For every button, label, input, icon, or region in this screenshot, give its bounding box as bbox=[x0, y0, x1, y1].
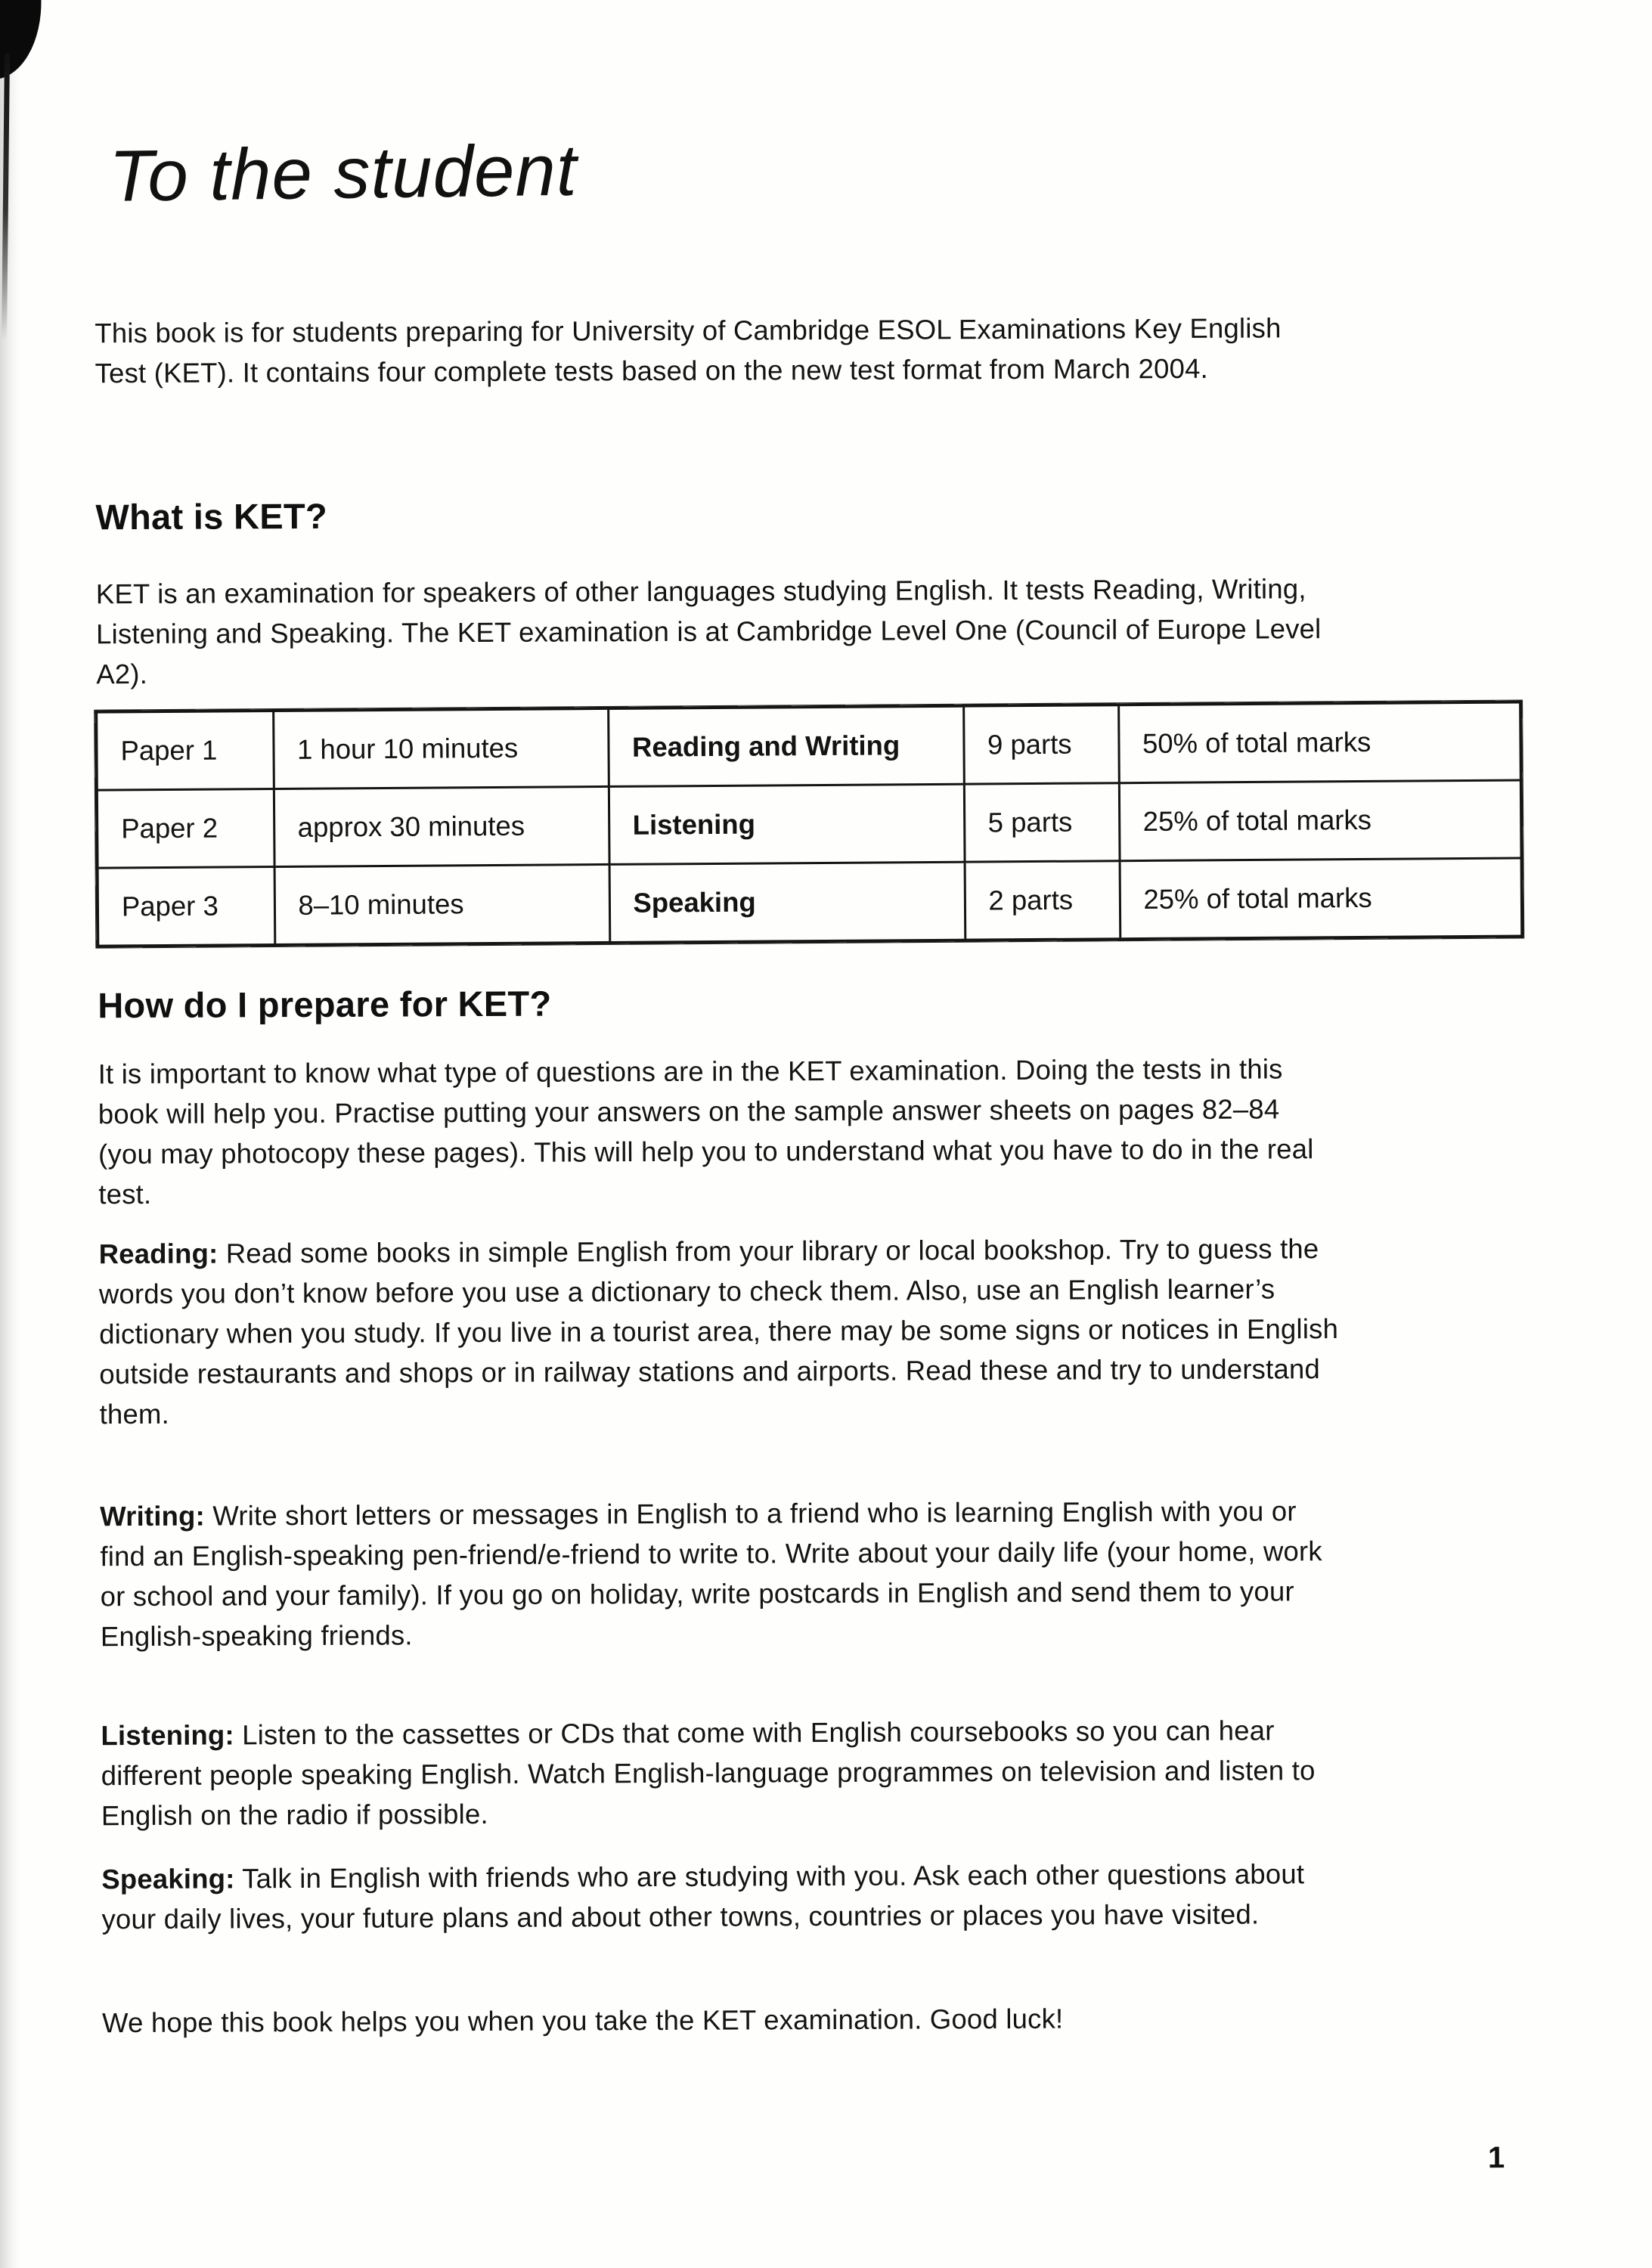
tip-label-listening: Listening: bbox=[101, 1719, 234, 1752]
tip-paragraph-reading bbox=[99, 1228, 1340, 1434]
paper-name-cell: Listening bbox=[609, 784, 965, 864]
table-row-paper-2 bbox=[97, 780, 1522, 868]
duration-cell: 8–10 minutes bbox=[274, 864, 610, 945]
paper-name-cell: Speaking bbox=[609, 862, 965, 943]
section-heading-what-is-ket: What is KET? bbox=[95, 495, 328, 538]
paper-name-cell: Reading and Writing bbox=[608, 706, 964, 787]
exam-overview-table bbox=[95, 701, 1523, 948]
intro-paragraph: This book is for students preparing for University of Cambridge ESOL Examinations Key English Test (KET). It contains four complete tests based on the new test format from March 2004. bbox=[95, 312, 1282, 389]
tip-text-writing: Write short letters or messages in English to a friend who is learning English with you or find an English-speaking pen-friend/e-friend to write to. Write about your daily life (your home, work or school and your family). If you go on holiday, write postcards in English and send them to your English-speaking friends. bbox=[100, 1495, 1322, 1653]
tip-label-reading: Reading: bbox=[98, 1238, 219, 1270]
tip-text-speaking: Talk in English with friends who are studying with you. Ask each other questions about your daily lives, your future plans and about other towns, countries or places you have visited. bbox=[101, 1858, 1305, 1935]
parts-cell: 2 parts bbox=[965, 861, 1120, 940]
paper-cell: Paper 2 bbox=[97, 789, 274, 869]
tip-paragraph-writing bbox=[100, 1491, 1341, 1656]
tip-paragraph-speaking bbox=[101, 1854, 1341, 1939]
tip-text-listening: Listen to the cassettes or CDs that come with English coursebooks so you can hear different people speaking English. Watch English-language programmes on television and listen to English on the radio if possible. bbox=[101, 1715, 1316, 1832]
page-number: 1 bbox=[1487, 2141, 1505, 2175]
tip-label-speaking: Speaking: bbox=[101, 1863, 235, 1895]
parts-cell: 5 parts bbox=[964, 783, 1120, 862]
tip-paragraph-listening bbox=[101, 1710, 1341, 1836]
tip-text-reading: Read some books in simple English from your library or local bookshop. Try to guess the words you don’t know before you use a dictionary to check them. Also, use an English learner’s dictionary when you study. If you live in a tourist area, there may be some signs or notices in English outside restaurants and shops or in railway stations and airports. Read these and try to understand them. bbox=[98, 1233, 1339, 1430]
table-row-paper-1 bbox=[96, 702, 1521, 791]
table-row-paper-3 bbox=[98, 858, 1523, 947]
duration-cell: 1 hour 10 minutes bbox=[273, 708, 609, 789]
section-body-how-do-i-prepare: It is important to know what type of questions are in the KET examination. Doing the tests in this book will help you. Practise putting your answers on the sample answer sheets on pages 82–84 (you may photocopy these pages). This will help you to understand what you have to do in the real test. bbox=[98, 1053, 1314, 1210]
closing-paragraph: We hope this book helps you when you take the KET examination. Good luck! bbox=[102, 2003, 1064, 2039]
section-heading-how-do-i-prepare: How do I prepare for KET? bbox=[98, 983, 552, 1026]
duration-cell: approx 30 minutes bbox=[274, 786, 609, 866]
section-body-what-is-ket: KET is an examination for speakers of other languages studying English. It tests Reading, Writing, Listening and Speaking. The KET examination is at Cambridge Level One (Council of Europe Level A2). bbox=[95, 573, 1322, 690]
marks-cell: 25% of total marks bbox=[1120, 858, 1523, 939]
marks-cell: 25% of total marks bbox=[1119, 780, 1522, 861]
parts-cell: 9 parts bbox=[963, 705, 1119, 784]
paper-cell: Paper 3 bbox=[98, 867, 275, 947]
tip-label-writing: Writing: bbox=[100, 1500, 206, 1532]
page-title: To the student bbox=[108, 129, 578, 217]
paper-cell: Paper 1 bbox=[96, 711, 274, 790]
marks-cell: 50% of total marks bbox=[1118, 702, 1521, 783]
